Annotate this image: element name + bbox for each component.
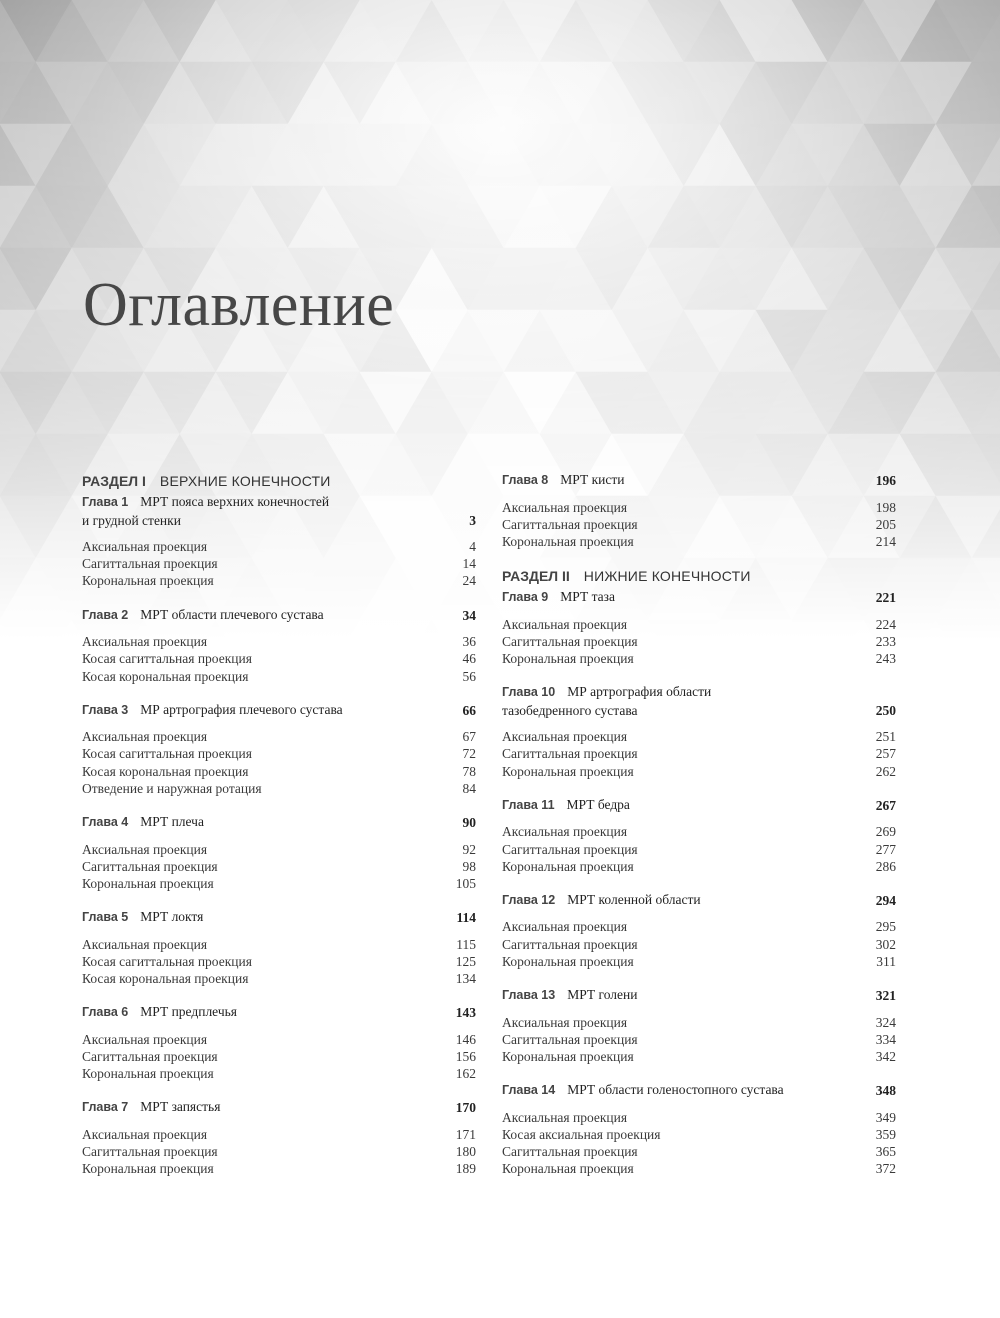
toc-entry[interactable] <box>502 936 896 953</box>
entry-page-number: 359 <box>875 1126 896 1142</box>
toc-entry[interactable] <box>502 823 896 840</box>
entry-page-number: 125 <box>455 953 476 969</box>
chapter-title: МР артрография плечевого сустава <box>140 701 343 717</box>
chapter-title: МРТ коленной области <box>567 891 701 907</box>
entry-name: Корональная проекция <box>82 875 214 891</box>
entry-list <box>502 1109 896 1178</box>
toc-entry[interactable] <box>82 858 476 875</box>
chapter-label: Глава 13 <box>502 988 556 1003</box>
entry-page-number: 257 <box>875 746 896 762</box>
entry-name: Корональная проекция <box>502 1048 634 1064</box>
chapter-page-number: 250 <box>875 702 896 718</box>
entry-list <box>502 918 896 970</box>
toc-entry[interactable] <box>502 728 896 745</box>
entry-name: Аксиальная проекция <box>82 1031 208 1047</box>
entry-page-number: 311 <box>876 953 896 969</box>
chapter-heading-text <box>82 813 446 832</box>
toc-entry[interactable] <box>82 633 476 650</box>
chapter-label: Глава 5 <box>82 910 129 925</box>
entry-page-number: 14 <box>462 556 476 572</box>
toc-entry[interactable] <box>82 1048 476 1065</box>
toc-entry[interactable] <box>82 668 476 685</box>
chapter-page-number: 348 <box>875 1083 896 1099</box>
entry-name: Аксиальная проекция <box>82 1126 208 1142</box>
entry-page-number: 269 <box>875 824 896 840</box>
chapter-title: МРТ области голеностопного сустава <box>567 1082 784 1098</box>
entry-name: Аксиальная проекция <box>502 616 628 632</box>
entry-name: Косая сагиттальная проекция <box>82 953 252 969</box>
entry-name: Аксиальная проекция <box>82 841 208 857</box>
toc-entry[interactable] <box>82 763 476 780</box>
chapter-heading-text <box>82 908 446 927</box>
chapter-label: Глава 2 <box>82 607 129 622</box>
section-heading <box>502 566 896 586</box>
toc-chapter <box>82 493 476 590</box>
chapter-page-number: 114 <box>456 910 476 926</box>
chapter-heading-text <box>82 1003 446 1022</box>
entry-name: Аксиальная проекция <box>502 1109 628 1125</box>
entry-name: Корональная проекция <box>502 533 634 549</box>
entry-page-number: 334 <box>875 1031 896 1047</box>
toc-entry[interactable] <box>502 1160 896 1177</box>
toc-entry[interactable] <box>502 633 896 650</box>
toc-entry[interactable] <box>82 538 476 555</box>
section-title: ВЕРХНИЕ КОНЕЧНОСТИ <box>159 473 331 489</box>
entry-page-number: 98 <box>462 858 476 874</box>
toc-chapter <box>502 471 896 550</box>
toc-entry[interactable] <box>82 555 476 572</box>
entry-page-number: 134 <box>455 971 476 987</box>
entry-name: Сагиттальная проекция <box>502 841 638 857</box>
entry-page-number: 180 <box>455 1144 476 1160</box>
chapter-heading[interactable] <box>502 796 896 815</box>
chapter-heading[interactable] <box>82 701 476 720</box>
entry-name: Косая сагиттальная проекция <box>82 746 252 762</box>
toc-entry[interactable] <box>82 1031 476 1048</box>
entry-list <box>82 936 476 988</box>
chapter-heading[interactable] <box>502 1081 896 1100</box>
section-label: РАЗДЕЛ II <box>502 568 570 585</box>
toc-entry[interactable] <box>502 858 896 875</box>
entry-name: Аксиальная проекция <box>82 936 208 952</box>
toc-entry[interactable] <box>502 1109 896 1126</box>
chapter-title: МРТ плеча <box>140 814 204 830</box>
entry-page-number: 365 <box>875 1144 896 1160</box>
entry-page-number: 156 <box>455 1048 476 1064</box>
chapter-title: МРТ предплечья <box>140 1004 237 1020</box>
chapter-label: Глава 1 <box>82 495 129 509</box>
entry-page-number: 295 <box>875 919 896 935</box>
entry-list <box>82 538 476 590</box>
toc-entry[interactable] <box>82 745 476 762</box>
section-title: НИЖНИЕ КОНЕЧНОСТИ <box>583 568 751 585</box>
chapter-heading-text <box>502 588 866 607</box>
toc-entry[interactable] <box>82 728 476 745</box>
chapter-heading[interactable] <box>82 606 476 625</box>
chapter-title: МРТ пояса верхних конечностей <box>140 494 330 509</box>
entry-name: Косая корональная проекция <box>82 763 249 779</box>
entry-page-number: 302 <box>875 936 896 952</box>
entry-name: Корональная проекция <box>502 953 634 969</box>
chapter-label: Глава 12 <box>502 892 556 907</box>
entry-list <box>82 728 476 797</box>
chapter-heading-text <box>502 683 866 719</box>
entry-page-number: 36 <box>462 634 476 650</box>
chapter-title: МРТ бедра <box>566 796 630 812</box>
toc-entry[interactable] <box>502 516 896 533</box>
toc-entry[interactable] <box>502 763 896 780</box>
chapter-page-number: 170 <box>455 1100 476 1116</box>
toc-chapter <box>82 701 476 797</box>
toc-right-column <box>502 471 896 1193</box>
toc-entry[interactable] <box>82 650 476 667</box>
toc-entry[interactable] <box>502 745 896 762</box>
entry-page-number: 243 <box>875 651 896 667</box>
toc-entry[interactable] <box>502 953 896 970</box>
entry-page-number: 277 <box>875 841 896 857</box>
toc-entry[interactable] <box>502 1031 896 1048</box>
chapter-list <box>82 493 476 1177</box>
entry-page-number: 92 <box>462 841 476 857</box>
toc-entry[interactable] <box>82 1126 476 1143</box>
entry-name: Корональная проекция <box>502 651 634 667</box>
toc-chapter <box>82 1098 476 1177</box>
chapter-heading[interactable] <box>502 986 896 1005</box>
chapter-label: Глава 7 <box>82 1100 129 1115</box>
entry-page-number: 72 <box>462 746 476 762</box>
entry-page-number: 146 <box>455 1031 476 1047</box>
entry-page-number: 224 <box>875 616 896 632</box>
entry-name: Корональная проекция <box>502 763 634 779</box>
chapter-page-number: 66 <box>462 702 476 718</box>
chapter-page-number: 267 <box>875 797 896 813</box>
entry-name: Аксиальная проекция <box>502 824 628 840</box>
chapter-heading-text <box>502 986 866 1005</box>
chapter-page-number: 3 <box>469 512 476 528</box>
toc-chapter <box>502 891 896 970</box>
entry-name: Аксиальная проекция <box>82 634 208 650</box>
entry-name: Корональная проекция <box>82 1066 214 1082</box>
chapter-page-number: 196 <box>875 473 896 488</box>
entry-name: Аксиальная проекция <box>502 919 628 935</box>
chapter-heading[interactable] <box>502 683 896 719</box>
chapter-heading[interactable] <box>82 813 476 832</box>
toc-entry[interactable] <box>502 918 896 935</box>
entry-name: Корональная проекция <box>502 1161 634 1177</box>
entry-name: Аксиальная проекция <box>82 729 208 745</box>
entry-name: Сагиттальная проекция <box>82 1048 218 1064</box>
entry-page-number: 189 <box>455 1161 476 1177</box>
chapter-title: МРТ кисти <box>560 472 625 487</box>
entry-name: Косая сагиттальная проекция <box>82 651 252 667</box>
toc-chapter <box>82 1003 476 1082</box>
entry-page-number: 233 <box>875 633 896 649</box>
entry-page-number: 372 <box>875 1161 896 1177</box>
entry-page-number: 251 <box>875 729 896 745</box>
chapter-heading-text <box>82 493 446 529</box>
entry-name: Сагиттальная проекция <box>502 936 638 952</box>
entry-name: Корональная проекция <box>82 1161 214 1177</box>
entry-name: Сагиттальная проекция <box>502 746 638 762</box>
chapter-heading-text <box>502 891 866 910</box>
chapter-label: Глава 11 <box>502 797 555 812</box>
toc-chapter <box>502 683 896 780</box>
chapter-title-continued: и грудной стенки <box>82 512 181 528</box>
chapter-heading[interactable] <box>502 471 896 490</box>
entry-page-number: 262 <box>875 763 896 779</box>
chapter-label: Глава 9 <box>502 590 549 605</box>
toc-entry[interactable] <box>82 970 476 987</box>
toc-entry[interactable] <box>502 1143 896 1160</box>
entry-page-number: 78 <box>462 763 476 779</box>
chapter-heading-text <box>82 606 446 625</box>
chapter-heading-text <box>502 471 866 490</box>
entry-name: Сагиттальная проекция <box>82 858 218 874</box>
entry-name: Корональная проекция <box>82 573 214 589</box>
toc-entry[interactable] <box>502 841 896 858</box>
chapter-title: МРТ таза <box>560 589 615 605</box>
entry-name: Косая корональная проекция <box>82 668 249 684</box>
toc-entry[interactable] <box>502 1048 896 1065</box>
toc-entry[interactable] <box>82 953 476 970</box>
chapter-title: МРТ области плечевого сустава <box>140 606 324 622</box>
entry-page-number: 198 <box>875 499 896 515</box>
entry-list <box>82 1126 476 1178</box>
chapter-heading[interactable] <box>82 493 476 529</box>
toc-entry[interactable] <box>502 499 896 516</box>
entry-list <box>502 616 896 668</box>
entry-list <box>502 499 896 551</box>
entry-page-number: 56 <box>462 668 476 684</box>
toc-entry[interactable] <box>82 1065 476 1082</box>
chapter-page-number: 143 <box>455 1005 476 1021</box>
entry-page-number: 4 <box>469 539 476 554</box>
toc-chapter <box>502 588 896 667</box>
entry-name: Косая аксиальная проекция <box>502 1126 661 1142</box>
toc-entry[interactable] <box>82 875 476 892</box>
chapter-label: Глава 4 <box>82 815 129 830</box>
entry-name: Сагиттальная проекция <box>502 1031 638 1047</box>
toc-entry[interactable] <box>82 936 476 953</box>
chapter-title: МР артрография области <box>567 684 712 700</box>
entry-page-number: 342 <box>875 1048 896 1064</box>
chapter-label: Глава 10 <box>502 685 556 700</box>
entry-name: Сагиттальная проекция <box>502 516 638 532</box>
chapter-title-continued: тазобедренного сустава <box>502 702 638 718</box>
chapter-label: Глава 8 <box>502 473 549 487</box>
entry-page-number: 115 <box>456 936 476 952</box>
chapter-list <box>502 471 896 550</box>
entry-name: Косая корональная проекция <box>82 971 249 987</box>
entry-page-number: 105 <box>455 875 476 891</box>
entry-page-number: 324 <box>875 1014 896 1030</box>
toc-chapter <box>502 796 896 875</box>
chapter-list <box>502 588 896 1177</box>
entry-name: Аксиальная проекция <box>502 499 628 515</box>
entry-list <box>82 1031 476 1083</box>
page-title: Оглавление <box>83 271 395 339</box>
entry-page-number: 171 <box>455 1126 476 1142</box>
entry-page-number: 286 <box>875 858 896 874</box>
toc-chapter <box>502 986 896 1065</box>
entry-name: Сагиттальная проекция <box>82 1144 218 1160</box>
entry-page-number: 46 <box>462 651 476 667</box>
chapter-heading[interactable] <box>82 1003 476 1022</box>
section-heading <box>82 471 476 491</box>
chapter-page-number: 90 <box>462 815 476 831</box>
entry-page-number: 24 <box>462 573 476 589</box>
entry-list <box>82 633 476 685</box>
chapter-heading[interactable] <box>502 588 896 607</box>
toc-entry[interactable] <box>82 841 476 858</box>
entry-name: Аксиальная проекция <box>82 539 208 554</box>
chapter-page-number: 34 <box>462 607 476 623</box>
chapter-label: Глава 14 <box>502 1083 556 1098</box>
entry-name: Сагиттальная проекция <box>82 556 218 572</box>
entry-page-number: 67 <box>462 729 476 745</box>
entry-page-number: 205 <box>875 516 896 532</box>
entry-list <box>502 728 896 780</box>
entry-page-number: 214 <box>875 533 896 549</box>
toc-entry[interactable] <box>502 616 896 633</box>
chapter-heading-text <box>82 701 446 720</box>
entry-page-number: 162 <box>455 1066 476 1082</box>
entry-list <box>82 841 476 893</box>
toc-entry[interactable] <box>82 1160 476 1177</box>
entry-name: Аксиальная проекция <box>502 729 628 745</box>
entry-page-number: 84 <box>462 780 476 796</box>
entry-page-number: 349 <box>875 1109 896 1125</box>
chapter-page-number: 294 <box>875 892 896 908</box>
chapter-heading[interactable] <box>502 891 896 910</box>
chapter-label: Глава 3 <box>82 702 129 717</box>
toc-entry[interactable] <box>502 533 896 550</box>
section-label: РАЗДЕЛ I <box>82 473 146 489</box>
entry-name: Аксиальная проекция <box>502 1014 628 1030</box>
toc-entry[interactable] <box>82 572 476 589</box>
chapter-heading-text <box>82 1098 446 1117</box>
chapter-heading-text <box>502 796 866 815</box>
toc-chapter <box>82 908 476 987</box>
chapter-label: Глава 6 <box>82 1005 129 1020</box>
entry-name: Сагиттальная проекция <box>502 1144 638 1160</box>
chapter-title: МРТ голени <box>567 987 638 1003</box>
entry-list <box>502 1014 896 1066</box>
toc-chapter <box>82 606 476 685</box>
toc-entry[interactable] <box>502 1014 896 1031</box>
entry-name: Отведение и наружная ротация <box>82 780 262 796</box>
chapter-page-number: 321 <box>875 988 896 1004</box>
toc-chapter <box>82 813 476 892</box>
toc-entry[interactable] <box>82 780 476 797</box>
toc-left-column <box>82 471 476 1193</box>
chapter-title: МРТ запястья <box>140 1099 221 1115</box>
toc-entry[interactable] <box>502 1126 896 1143</box>
entry-name: Корональная проекция <box>502 858 634 874</box>
toc-entry[interactable] <box>502 650 896 667</box>
toc-entry[interactable] <box>82 1143 476 1160</box>
chapter-heading[interactable] <box>82 1098 476 1117</box>
chapter-title: МРТ локтя <box>140 909 204 925</box>
toc-chapter <box>502 1081 896 1177</box>
chapter-page-number: 221 <box>875 590 896 606</box>
entry-list <box>502 823 896 875</box>
chapter-heading[interactable] <box>82 908 476 927</box>
chapter-heading-text <box>502 1081 866 1100</box>
entry-name: Сагиттальная проекция <box>502 633 638 649</box>
